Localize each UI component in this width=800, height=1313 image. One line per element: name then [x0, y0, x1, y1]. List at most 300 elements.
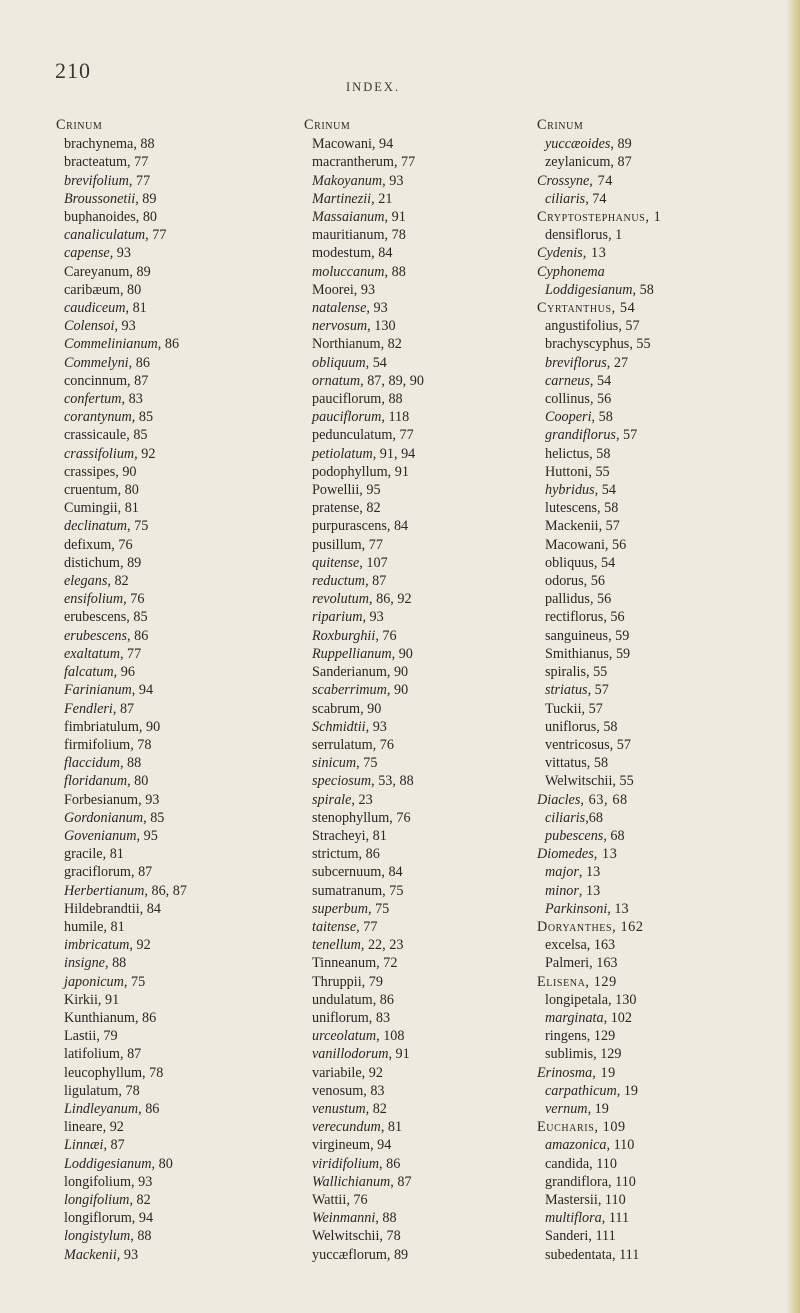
entry-pages: , 93 [116, 1246, 139, 1263]
entry-name: declinatum [64, 518, 128, 535]
entry-pages: , 96 [113, 664, 135, 681]
entry-pages: , 91 [387, 463, 409, 480]
index-entry [537, 936, 767, 954]
entry-pages: ,68 [585, 809, 603, 826]
index-entry [56, 190, 286, 208]
index-entry [537, 190, 767, 208]
entry-name: insigne [64, 955, 105, 972]
entry-name: reductum [312, 573, 366, 590]
entry-pages: , 90 [115, 463, 137, 480]
index-entry [304, 281, 534, 299]
index-entry [537, 390, 767, 408]
index-entry [537, 354, 767, 372]
entry-name: Careyanum [64, 263, 130, 280]
index-entry [537, 645, 767, 663]
index-entry [56, 1027, 286, 1045]
entry-pages: , 55 [612, 773, 634, 790]
entry-list [304, 135, 534, 1264]
entry-name: Hildebrandtii [64, 900, 140, 917]
index-entry [537, 627, 767, 645]
entry-name: grandiflorus [545, 427, 616, 444]
index-entry [56, 936, 286, 954]
index-entry [56, 481, 286, 499]
entry-name: variabile [312, 1064, 362, 1081]
entry-name: ventricosus [545, 736, 610, 753]
page-edge [786, 0, 800, 1313]
index-entry [537, 372, 767, 390]
entry-pages: , 81 [117, 500, 139, 517]
entry-pages: , 85 [143, 809, 165, 826]
index-entry [304, 208, 534, 226]
entry-name: excelsa [545, 937, 587, 954]
entry-name: crassipes [64, 463, 116, 480]
index-entry [304, 1118, 534, 1136]
index-entry [56, 208, 286, 226]
index-entry [304, 190, 534, 208]
entry-pages: , 68 [603, 827, 625, 844]
index-entry [56, 263, 286, 281]
index-entry [537, 1246, 767, 1264]
entry-name: ensifolium [64, 591, 124, 608]
entry-pages: , 86 [372, 991, 394, 1008]
entry-name: pedunculatum [312, 427, 393, 444]
entry-name: gracile [64, 846, 103, 863]
index-entry [56, 973, 286, 991]
entry-name: sumatranum [312, 882, 383, 899]
index-entry [537, 1027, 767, 1045]
entry-pages: , 87, 89, 90 [360, 372, 424, 389]
entry-pages: , 89 [135, 190, 157, 207]
genus-entry [537, 172, 767, 190]
entry-pages: , 56 [583, 573, 605, 590]
entry-name: graciflorum [64, 864, 131, 881]
entry-pages: , 91 [388, 1046, 410, 1063]
index-entry [304, 299, 534, 317]
index-column-3 [537, 116, 767, 1264]
entry-pages: , 83 [363, 1082, 385, 1099]
entry-pages: , 88 [384, 263, 406, 280]
entry-pages: , 87 [365, 573, 387, 590]
index-entry [56, 1009, 286, 1027]
entry-name: strictum [312, 846, 359, 863]
entry-pages: , 82 [380, 336, 402, 353]
index-entry [537, 408, 767, 426]
entry-name: sublimis [545, 1046, 594, 1063]
entry-name: Tuckii [545, 700, 582, 717]
entry-pages: , 88 [133, 136, 155, 153]
index-entry [304, 772, 534, 790]
entry-pages: , 75 [127, 518, 149, 535]
index-entry [537, 663, 767, 681]
entry-name: minor [545, 882, 579, 899]
entry-pages: , 63, 68 [580, 791, 628, 808]
entry-name: grandiflora [545, 1173, 609, 1190]
entry-pages: , 130 [608, 991, 637, 1008]
entry-pages: , 163 [586, 937, 616, 954]
entry-pages: , 83 [368, 1009, 391, 1026]
index-entry [304, 354, 534, 372]
entry-name: cruentum [64, 482, 118, 499]
index-entry [56, 536, 286, 554]
entry-name: hybridus [545, 482, 595, 499]
entry-name: venosum [312, 1082, 364, 1099]
entry-name: urceolatum [312, 1028, 377, 1045]
index-entry [537, 863, 767, 881]
entry-pages: , 94 [371, 136, 394, 153]
index-entry [56, 918, 286, 936]
index-entry [56, 809, 286, 827]
entry-name: Eucharis [537, 1119, 595, 1136]
entry-name: vernum [545, 1100, 588, 1117]
index-entry [56, 299, 286, 317]
entry-name: Schmidtii [312, 718, 366, 735]
entry-name: concinnum [64, 372, 128, 389]
index-entry [537, 1045, 767, 1063]
entry-name: longiflorum [64, 1210, 132, 1227]
entry-name: nervosum [312, 318, 368, 335]
entry-name: Commelinianum [64, 336, 158, 353]
entry-name: ciliaris [545, 190, 586, 207]
index-entry [537, 1155, 767, 1173]
entry-pages: , 58 [591, 409, 613, 426]
entry-pages: , 78 [118, 1082, 140, 1099]
entry-name: tenellum [312, 937, 361, 954]
entry-pages: , 57 [587, 682, 609, 699]
entry-name: Parkinsoni [545, 900, 608, 917]
entry-name: Elisena [537, 973, 586, 990]
entry-pages: , 86 [157, 336, 180, 353]
entry-name: pauciflorum [312, 409, 382, 426]
entry-pages: , 90 [386, 664, 409, 681]
entry-name: leucophyllum [64, 1064, 143, 1081]
entry-pages: , 59 [608, 645, 631, 662]
entry-name: longistylum [64, 1228, 131, 1245]
entry-pages: , 55 [588, 463, 610, 480]
entry-pages: , 86 [138, 1100, 160, 1117]
index-entry [56, 845, 286, 863]
entry-pages: , 13 [607, 900, 629, 917]
entry-name: brachynema [64, 136, 134, 153]
entry-name: ringens [545, 1028, 587, 1045]
entry-pages: , 57 [609, 736, 631, 753]
entry-pages: , 77 [361, 536, 383, 553]
entry-pages: , 93 [382, 172, 404, 189]
entry-name: Mastersii [545, 1191, 598, 1208]
entry-name: corantynum [64, 409, 132, 426]
entry-name: quitense [312, 554, 360, 571]
index-entry [56, 882, 286, 900]
entry-name: taitense [312, 918, 357, 935]
index-entry [304, 1027, 534, 1045]
index-entry [304, 1064, 534, 1082]
entry-name: multiflora [545, 1210, 602, 1227]
entry-name: yuccæoides [545, 136, 611, 153]
entry-name: Wallichianum [312, 1173, 391, 1190]
index-entry [56, 608, 286, 626]
entry-pages: , 78 [379, 1228, 401, 1245]
entry-pages: , 57 [581, 700, 603, 717]
index-entry [304, 608, 534, 626]
entry-name: longifolium [64, 1191, 130, 1208]
entry-name: moluccanum [312, 263, 385, 280]
index-entry [537, 426, 767, 444]
index-entry [304, 1155, 534, 1173]
entry-pages: , 80 [119, 281, 142, 298]
entry-name: Macowani [312, 136, 372, 153]
index-entry [304, 954, 534, 972]
index-entry [56, 517, 286, 535]
entry-name: mauritianum [312, 227, 385, 244]
genus-entry [537, 263, 767, 281]
entry-pages: , 54 [365, 354, 387, 371]
entry-name: natalense [312, 300, 367, 317]
genus-entry [537, 1064, 767, 1082]
index-entry [304, 335, 534, 353]
index-entry [304, 263, 534, 281]
entry-name: Loddigesianum [545, 281, 633, 298]
entry-name: canaliculatum [64, 227, 146, 244]
entry-name: Farinianum [64, 682, 132, 699]
entry-name: obliquum [312, 354, 366, 371]
entry-pages: , 93 [366, 300, 388, 317]
entry-name: Thruppii [312, 973, 362, 990]
entry-pages: , 54 [589, 372, 612, 389]
index-entry [537, 736, 767, 754]
entry-pages: , 85 [131, 409, 154, 426]
entry-name: breviflorus [545, 354, 607, 371]
entry-list [537, 135, 767, 1264]
index-entry [537, 281, 767, 299]
index-entry [537, 700, 767, 718]
entry-pages: , 84 [381, 864, 403, 881]
entry-name: lineare [64, 1119, 103, 1136]
index-column-1 [56, 116, 286, 1264]
index-entry [56, 354, 286, 372]
entry-name: Palmeri [545, 955, 590, 972]
entry-pages: , 27 [606, 354, 629, 371]
entry-pages: , 80 [151, 1155, 173, 1172]
entry-name: major [545, 864, 579, 881]
index-entry [304, 973, 534, 991]
index-entry [56, 281, 286, 299]
entry-name: erubescens [64, 627, 128, 644]
index-entry [304, 700, 534, 718]
entry-name: longipetala [545, 991, 609, 1008]
entry-name: Fendleri [64, 700, 113, 717]
index-entry [304, 408, 534, 426]
entry-pages: , 86 [127, 627, 149, 644]
entry-name: podophyllum [312, 463, 388, 480]
index-entry [304, 590, 534, 608]
entry-pages: , 111 [611, 1246, 640, 1263]
entry-pages: , 86, 87 [144, 882, 187, 899]
entry-pages: , 75 [123, 973, 146, 990]
index-entry [304, 463, 534, 481]
index-entry [537, 1136, 767, 1154]
entry-name: zeylanicum [545, 154, 611, 171]
entry-pages: , 78 [142, 1064, 164, 1081]
entry-pages: , 58 [586, 755, 609, 772]
entry-name: Macowani [545, 536, 605, 553]
entry-name: riparium [312, 609, 363, 626]
entry-name: brachyscyphus [545, 336, 630, 353]
entry-pages: , 108 [376, 1028, 405, 1045]
entry-pages: , 19 [616, 1082, 638, 1099]
entry-name: Stracheyi [312, 827, 366, 844]
entry-pages: , 83 [121, 391, 143, 408]
entry-pages: , 91, 94 [372, 445, 416, 462]
entry-pages: , 94 [131, 682, 154, 699]
entry-name: Diomedes [537, 846, 594, 863]
index-entry [304, 1045, 534, 1063]
entry-name: crassicaule [64, 427, 127, 444]
entry-pages: , 58 [596, 718, 618, 735]
entry-name: Sanderi [545, 1228, 589, 1245]
genus-entry [537, 208, 767, 226]
entry-name: marginata [545, 1009, 604, 1026]
index-entry [304, 1082, 534, 1100]
entry-name: Govenianum [64, 827, 137, 844]
index-entry [56, 408, 286, 426]
entry-pages: , 75 [356, 755, 378, 772]
entry-pages: , 74 [589, 172, 613, 189]
entry-name: Linnæi [64, 1137, 104, 1154]
entry-name: longifolium [64, 1173, 131, 1190]
index-entry [56, 900, 286, 918]
entry-name: Loddigesianum [64, 1155, 152, 1172]
entry-pages: , 78 [384, 227, 406, 244]
column-heading: Crinum [537, 117, 584, 133]
entry-pages: , 76 [111, 536, 133, 553]
index-entry [304, 1191, 534, 1209]
index-entry [304, 554, 534, 572]
entry-name: pusillum [312, 536, 362, 553]
entry-name: vittatus [545, 755, 587, 772]
index-entry [56, 718, 286, 736]
entry-pages: , 77 [145, 227, 167, 244]
entry-pages: , 92 [361, 1064, 383, 1081]
entry-name: Crossyne [537, 172, 590, 189]
entry-pages: , 56 [589, 591, 612, 608]
entry-pages: , 55 [585, 664, 608, 681]
genus-entry [537, 973, 767, 991]
entry-name: spirale [312, 791, 352, 808]
entry-list [56, 135, 286, 1264]
entry-name: fimbriatulum [64, 718, 139, 735]
entry-pages: , 88 [104, 955, 127, 972]
entry-pages: , 91 [97, 991, 120, 1008]
entry-name: uniflorus [545, 718, 597, 735]
entry-pages: , 57 [598, 518, 620, 535]
entry-name: Martinezii [312, 190, 372, 207]
index-entry [537, 954, 767, 972]
entry-pages: , 76 [123, 591, 145, 608]
index-entry [56, 1118, 286, 1136]
entry-pages: , 129 [586, 1028, 616, 1045]
index-entry [56, 372, 286, 390]
entry-pages: , 93 [114, 318, 136, 335]
index-entry [537, 681, 767, 699]
entry-pages: , 89 [610, 136, 632, 153]
entry-pages: , 111 [601, 1210, 630, 1227]
index-entry [537, 809, 767, 827]
index-entry [304, 918, 534, 936]
index-entry [56, 1246, 286, 1264]
index-entry [304, 317, 534, 335]
entry-pages: , 88 [381, 391, 403, 408]
entry-pages: , 88 [119, 755, 142, 772]
entry-pages: , 90 [138, 718, 161, 735]
index-entry [537, 445, 767, 463]
entry-pages: , 81 [365, 827, 387, 844]
entry-name: obliquus [545, 554, 594, 571]
entry-pages: , 56 [589, 391, 612, 408]
entry-name: exaltatum [64, 645, 120, 662]
entry-pages: , 95 [359, 482, 381, 499]
index-entry [537, 1209, 767, 1227]
index-entry [537, 517, 767, 535]
index-entry [537, 590, 767, 608]
entry-name: Cumingii [64, 500, 118, 517]
genus-entry [537, 244, 767, 262]
entry-name: confertum [64, 391, 122, 408]
index-entry [304, 153, 534, 171]
entry-name: sinicum [312, 755, 357, 772]
entry-pages: , 80 [127, 773, 149, 790]
entry-name: petiolatum [312, 445, 373, 462]
entry-pages: , 82 [365, 1100, 387, 1117]
entry-pages: , 86 [358, 846, 380, 863]
entry-pages: , 88 [375, 1210, 397, 1227]
entry-pages: , 19 [587, 1100, 609, 1117]
index-entry [304, 681, 534, 699]
entry-name: humile [64, 918, 104, 935]
index-entry [304, 791, 534, 809]
entry-pages: , 77 [393, 154, 416, 171]
index-entry [304, 827, 534, 845]
entry-pages: , 13 [593, 846, 618, 863]
entry-pages: , 54 [611, 300, 636, 317]
index-entry [56, 754, 286, 772]
entry-pages: , 162 [612, 918, 644, 935]
entry-name: caudiceum [64, 300, 126, 317]
entry-pages: , 1 [645, 209, 662, 226]
entry-name: angustifolius [545, 318, 619, 335]
index-entry [537, 1191, 767, 1209]
entry-pages: , 54 [594, 482, 616, 499]
index-entry [56, 590, 286, 608]
index-entry [304, 882, 534, 900]
entry-pages: , 92 [134, 445, 156, 462]
entry-pages: , 77 [128, 172, 151, 189]
entry-name: Mackenii [64, 1246, 117, 1263]
index-entry [304, 936, 534, 954]
index-entry [56, 627, 286, 645]
index-entry [56, 1155, 286, 1173]
column-heading: Crinum [304, 117, 351, 133]
entry-pages: , 13 [578, 864, 601, 881]
entry-pages: , 92 [129, 937, 151, 954]
index-entry [537, 718, 767, 736]
entry-pages: , 87 [127, 372, 149, 389]
entry-name: uniflorum [312, 1009, 369, 1026]
entry-name: venustum [312, 1100, 366, 1117]
entry-pages: , 87 [610, 154, 632, 171]
entry-pages: , 130 [367, 318, 396, 335]
entry-name: Welwitschii [545, 773, 613, 790]
index-entry [56, 1082, 286, 1100]
entry-name: imbricatum [64, 937, 130, 954]
